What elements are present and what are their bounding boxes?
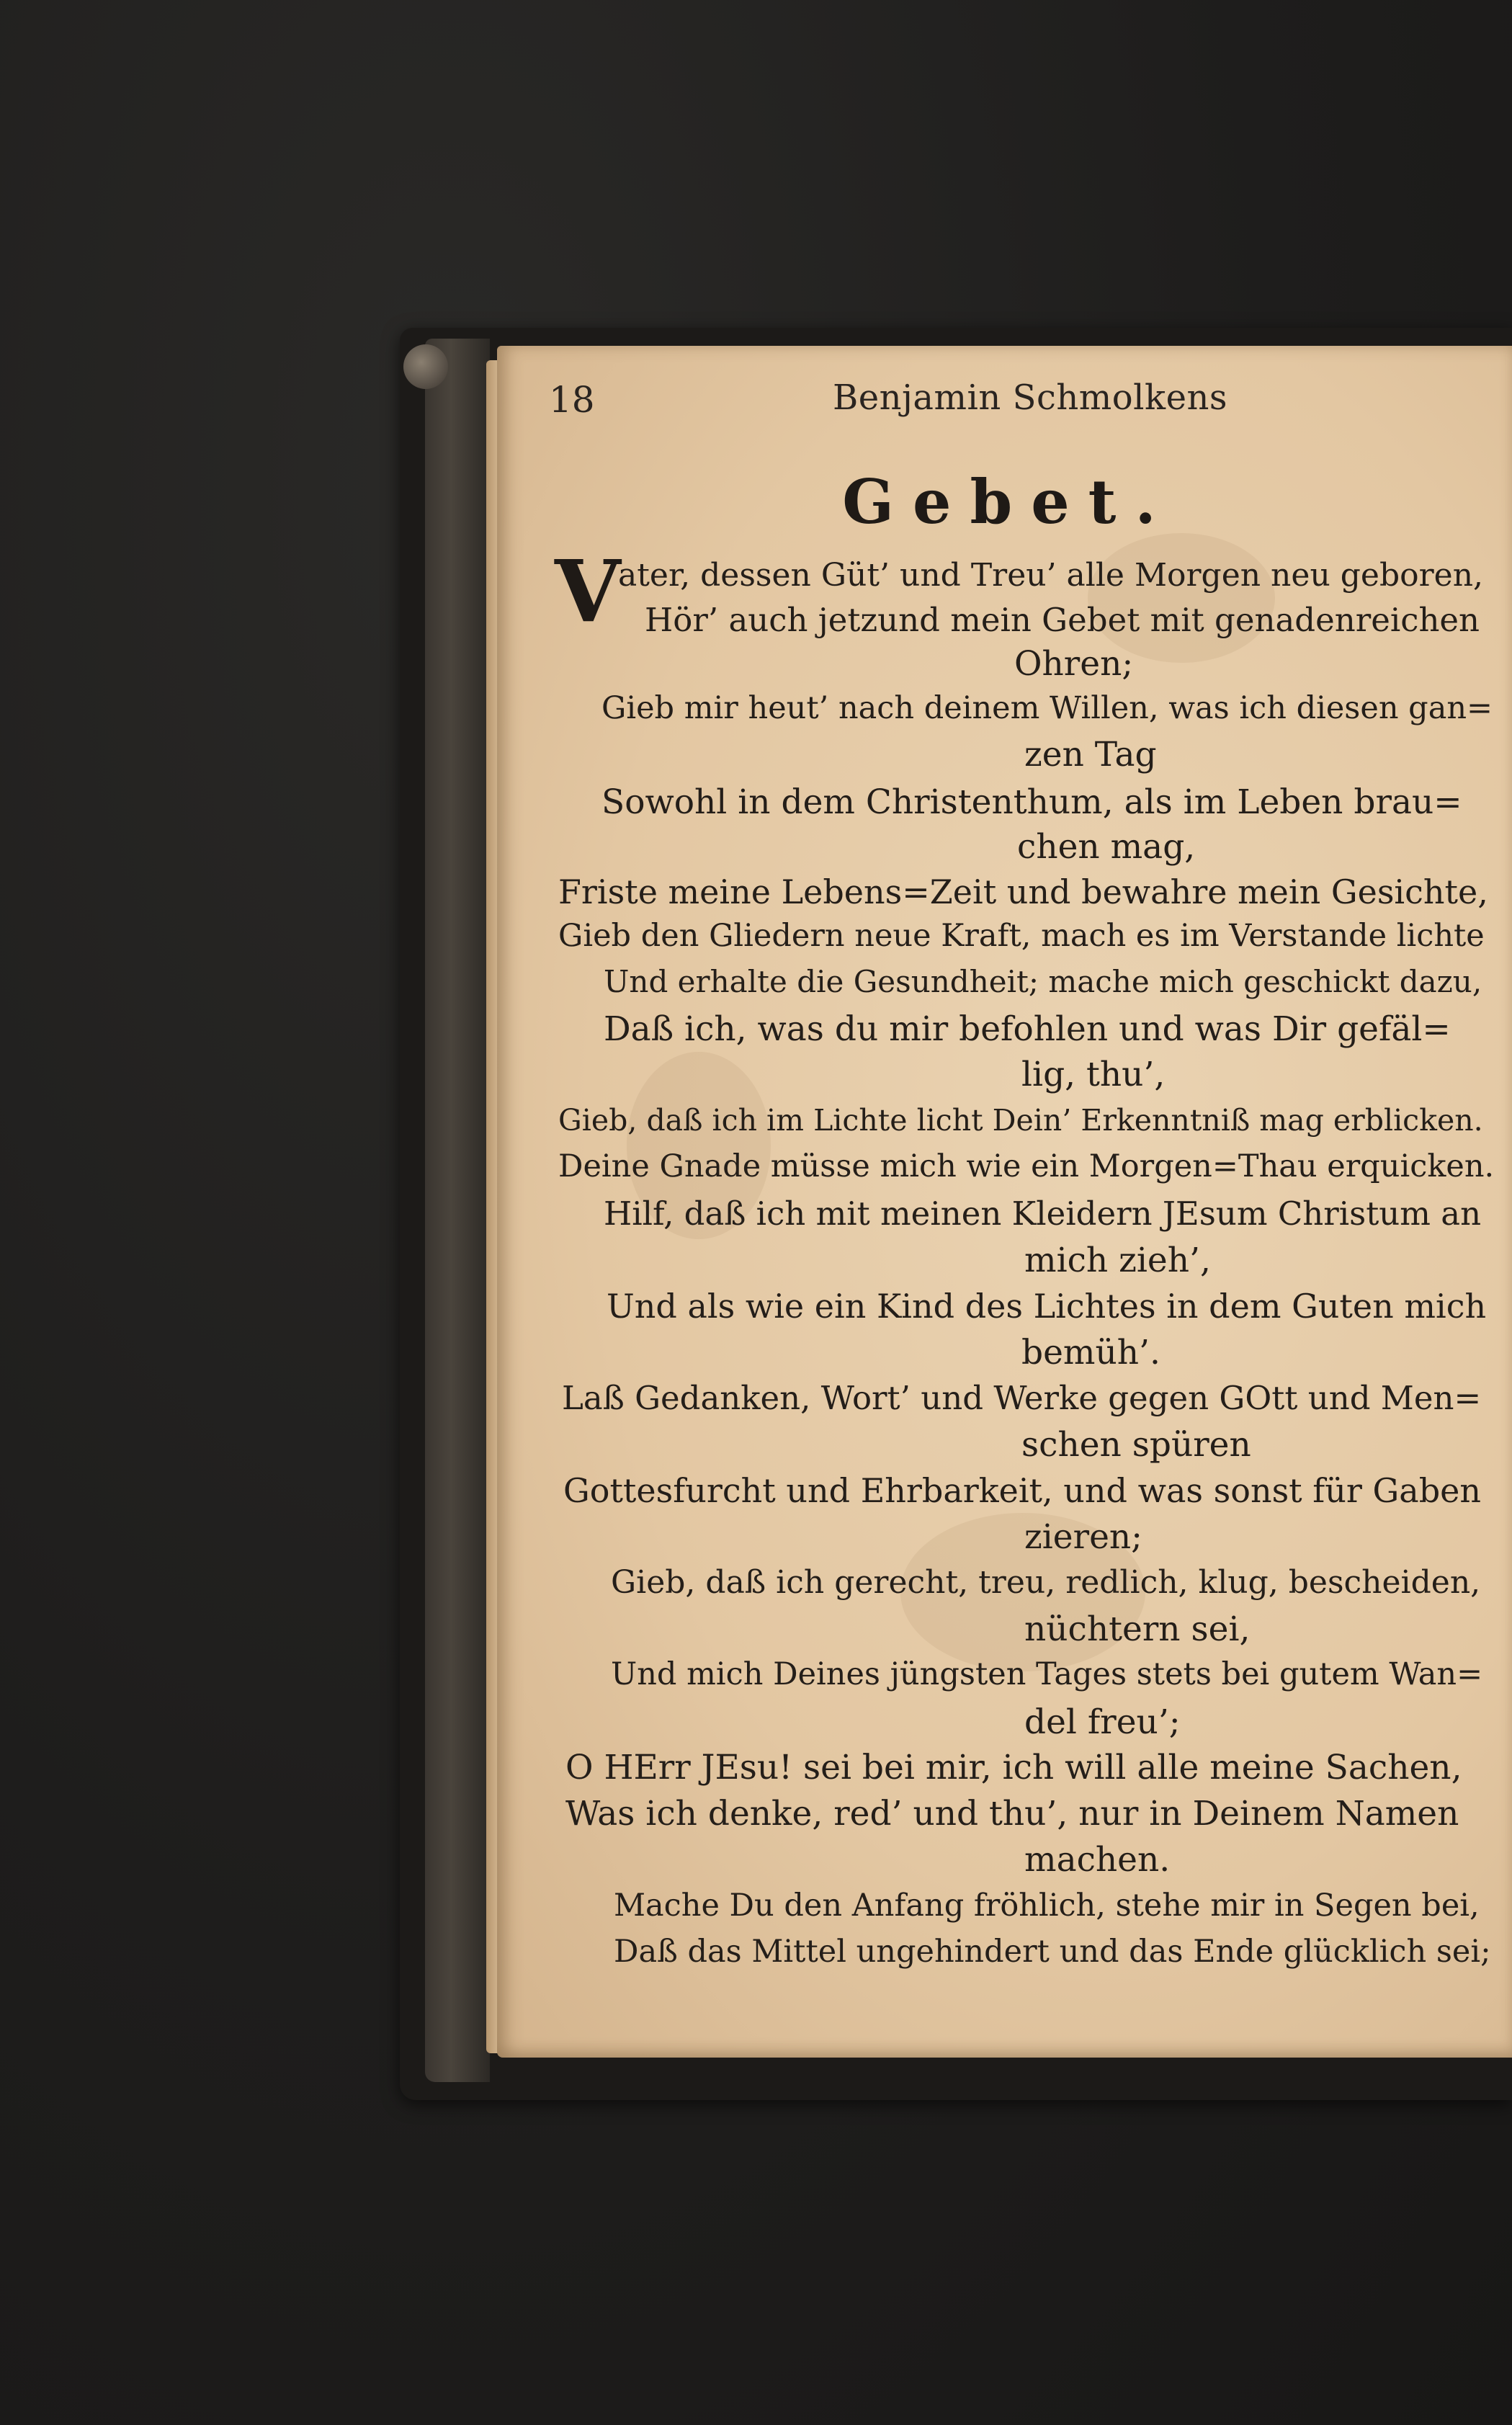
poem-line: Gottesfurcht und Ehrbarkeit, und was sonst für Gaben [563,1471,1482,1510]
poem-line: machen. [1024,1840,1171,1880]
poem-line: Friste meine Lebens=Zeit und bewahre mein Gesichte, [558,872,1488,911]
poem-line: Gieb, daß ich im Lichte licht Dein’ Erkenntniß mag erblicken. [558,1103,1483,1138]
drop-capital: V [555,541,621,641]
poem-line: zieren; [1024,1517,1142,1557]
page-number: 18 [549,379,595,421]
poem-line: ater, dessen Güt’ und Treu’ alle Morgen neu geboren, [618,557,1484,594]
poem-line: Und mich Deines jüngsten Tages stets bei gutem Wan= [611,1656,1483,1692]
poem-line: Gieb mir heut’ nach deinem Willen, was ich diesen gan= [601,690,1493,726]
poem-line: Hilf, daß ich mit meinen Kleidern JEsum Christum an [604,1194,1482,1233]
poem-line: nüchtern sei, [1024,1609,1251,1649]
poem-line: zen Tag [1024,735,1157,774]
corner-stud-icon [403,344,448,389]
poem-line: mich zieh’, [1024,1241,1211,1280]
poem-line: Hör’ auch jetzund mein Gebet mit genadenreichen [645,601,1480,639]
poem-line: del freu’; [1024,1702,1181,1742]
poem-line: O HErr JEsu! sei bei mir, ich will alle meine Sachen, [565,1748,1462,1787]
poem-line: Laß Gedanken, Wort’ und Werke gegen GOtt und Men= [562,1379,1482,1417]
poem-line: Mache Du den Anfang fröhlich, stehe mir in Segen bei, [614,1888,1480,1924]
poem-line: Gieb den Gliedern neue Kraft, mach es im Verstande lichte [558,918,1485,954]
running-head: Benjamin Schmolkens [832,378,1228,418]
poem-title: Gebet. [842,466,1175,537]
poem-line: Ohren; [1014,644,1134,684]
poem-line: bemüh’. [1021,1333,1160,1372]
paper-stain [1088,533,1275,663]
poem-line: Und erhalte die Gesundheit; mache mich geschickt dazu, [604,964,1482,999]
poem-line: Was ich denke, red’ und thu’, nur in Deinem Namen [565,1794,1459,1834]
poem-line: Deine Gnade müsse mich wie ein Morgen=Thau erquicken. [558,1148,1495,1184]
poem-line: schen spüren [1021,1425,1251,1465]
poem-line: lig, thu’, [1021,1055,1166,1094]
poem-line: Daß ich, was du mir befohlen und was Dir gefäl= [604,1009,1451,1049]
poem-line: Sowohl in dem Christenthum, als im Leben brau= [601,782,1462,822]
poem-line: Gieb, daß ich gerecht, treu, redlich, klug, bescheiden, [611,1564,1481,1601]
poem-line: chen mag, [1017,827,1196,867]
book-spine-edge [425,339,490,2082]
poem-line: Daß das Mittel ungehindert und das Ende glücklich sei; [614,1934,1491,1970]
poem-line: Und als wie ein Kind des Lichtes in dem Guten mich [607,1287,1487,1326]
